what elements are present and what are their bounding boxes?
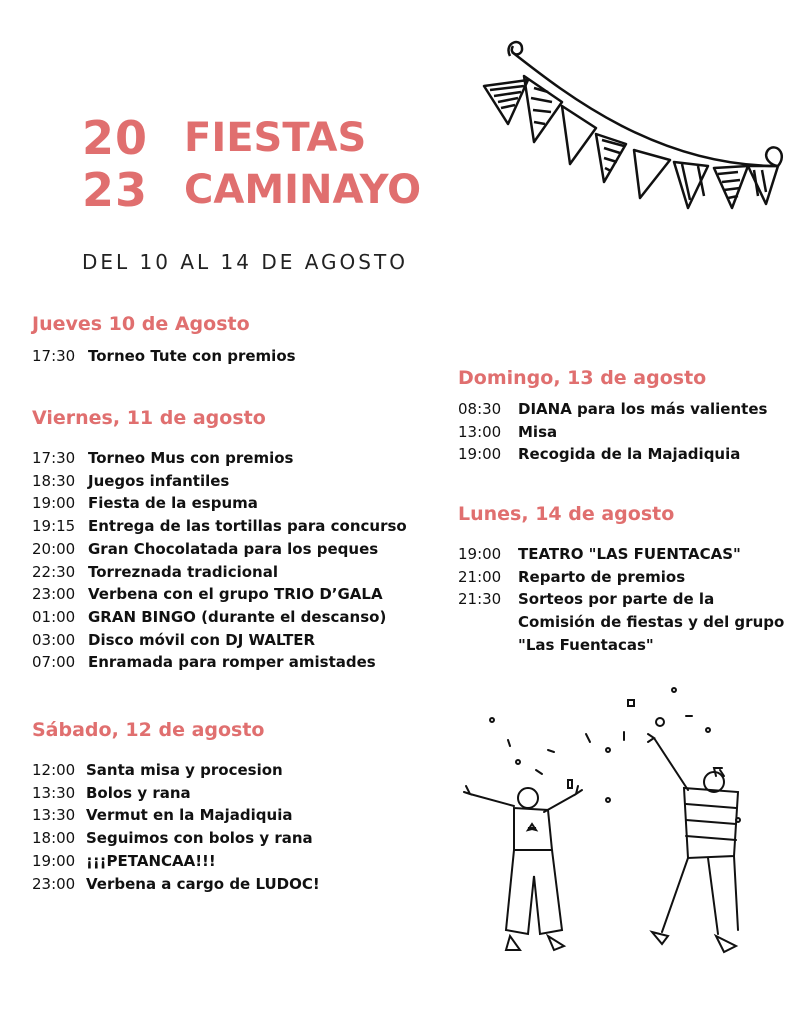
event-description: Verbena a cargo de LUDOC! [86, 874, 320, 893]
event-title [184, 112, 421, 216]
event-description: Fiesta de la espuma [88, 494, 258, 513]
event-item [32, 850, 320, 873]
day-title: Viernes, 11 de agosto [32, 407, 266, 429]
day-section-jueves [32, 313, 296, 368]
event-description: Sorteos por parte de la Comisión de fiestas y del grupo "Las Fuentacas" [518, 590, 785, 654]
event-description: Juegos infantiles [88, 471, 230, 490]
event-item [32, 492, 407, 515]
day-title: Lunes, 14 de agosto [458, 503, 675, 525]
event-time: 23:00 [32, 874, 76, 893]
event-item [458, 421, 767, 444]
event-item [32, 827, 320, 850]
event-list [32, 759, 320, 895]
event-description: Vermut en la Majadiquia [86, 806, 293, 825]
event-time: 21:30 [458, 590, 502, 609]
event-time: 19:15 [32, 517, 76, 536]
event-time: 23:00 [32, 585, 76, 604]
day-title: Sábado, 12 de agosto [32, 719, 265, 741]
event-time: 21:00 [458, 567, 502, 586]
day-title: Jueves 10 de Agosto [32, 313, 250, 335]
bunting-garland-illustration [478, 36, 798, 246]
event-description: GRAN BINGO (durante el descanso) [88, 607, 387, 626]
event-item [32, 759, 320, 782]
event-item [32, 447, 407, 470]
day-section-sabado [32, 719, 320, 895]
event-time: 13:00 [458, 422, 502, 441]
event-description: Enramada para romper amistades [88, 653, 376, 672]
event-description: ¡¡¡PETANCAA!!! [86, 851, 216, 870]
event-description: Bolos y rana [86, 783, 191, 802]
event-list [458, 543, 784, 657]
event-time: 01:00 [32, 607, 76, 626]
day-section-lunes [458, 503, 784, 657]
date-range: DEL 10 AL 14 DE AGOSTO [82, 250, 408, 274]
event-item [32, 345, 296, 368]
event-time: 22:30 [32, 562, 76, 581]
event-description: Torreznada tradicional [88, 562, 278, 581]
event-item [32, 606, 407, 629]
day-section-domingo [458, 367, 767, 466]
title-line-1: FIESTAS [184, 115, 367, 161]
event-item [458, 543, 784, 566]
event-item [32, 873, 320, 896]
event-list [458, 398, 767, 466]
event-item [32, 629, 407, 652]
day-section-viernes [32, 407, 407, 674]
event-time: 17:30 [32, 347, 76, 365]
event-item [458, 398, 767, 421]
event-item [32, 583, 407, 606]
event-list [32, 447, 407, 674]
year-heading [82, 112, 148, 216]
event-description: Verbena con el grupo TRIO D’GALA [88, 585, 383, 604]
event-description: DIANA para los más valientes [518, 400, 768, 418]
event-time: 18:00 [32, 829, 76, 848]
event-time: 19:00 [458, 545, 502, 563]
event-description: Disco móvil con DJ WALTER [88, 630, 316, 649]
event-time: 07:00 [32, 653, 76, 672]
event-description: Gran Chocolatada para los peques [88, 539, 379, 558]
event-description: Misa [518, 422, 558, 441]
year-top: 20 [82, 111, 149, 165]
event-time: 08:30 [458, 400, 502, 418]
event-item [32, 515, 407, 538]
event-item [32, 804, 320, 827]
event-time: 18:30 [32, 471, 76, 490]
event-description: Recogida de la Majadiquia [518, 445, 741, 464]
event-item [32, 538, 407, 561]
event-item [32, 470, 407, 493]
event-item [458, 443, 767, 466]
event-description: Santa misa y procesion [86, 761, 283, 779]
event-description: Torneo Mus con premios [88, 449, 294, 467]
event-time: 20:00 [32, 539, 76, 558]
title-line-2: CAMINAYO [184, 167, 422, 213]
event-list [32, 345, 296, 368]
event-time: 13:30 [32, 806, 76, 825]
day-title: Domingo, 13 de agosto [458, 367, 707, 389]
event-item [458, 566, 784, 589]
event-time: 19:00 [458, 445, 502, 464]
celebrating-people-illustration [448, 680, 748, 980]
event-time: 19:00 [32, 851, 76, 870]
event-description: TEATRO "LAS FUENTACAS" [518, 545, 741, 563]
event-time: 13:30 [32, 783, 76, 802]
event-time: 19:00 [32, 494, 76, 513]
event-item [32, 651, 407, 674]
event-description: Torneo Tute con premios [88, 347, 296, 365]
event-time: 17:30 [32, 449, 76, 467]
event-time: 03:00 [32, 630, 76, 649]
year-bottom: 23 [82, 163, 149, 217]
event-item [32, 561, 407, 584]
event-time: 12:00 [32, 761, 76, 779]
event-description: Seguimos con bolos y rana [86, 829, 313, 848]
event-item [458, 588, 784, 656]
event-description: Entrega de las tortillas para concurso [88, 517, 407, 536]
event-description: Reparto de premios [518, 567, 686, 586]
event-item [32, 782, 320, 805]
